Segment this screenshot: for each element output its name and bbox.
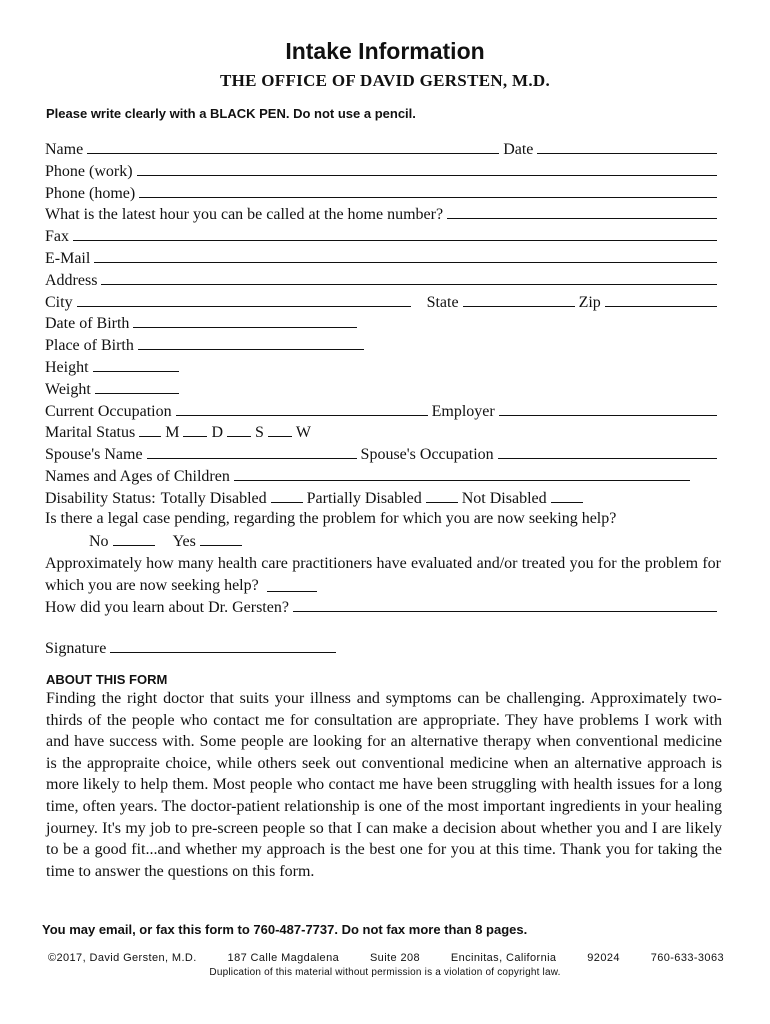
address-row bbox=[45, 270, 717, 292]
weight-line[interactable] bbox=[95, 379, 179, 394]
spouse-name-label: Spouse's Name bbox=[45, 446, 143, 464]
disability-label: Disability Status: bbox=[45, 489, 156, 507]
employer-line[interactable] bbox=[499, 401, 717, 416]
height-label: Height bbox=[45, 358, 89, 376]
partially-disabled-line[interactable] bbox=[426, 488, 458, 503]
height-line[interactable] bbox=[93, 357, 179, 372]
street-address: 187 Calle Magdalena bbox=[227, 952, 340, 964]
legal-case-label: Is there a legal case pending, regarding the problem for which you are now seeking help? bbox=[45, 509, 617, 527]
intake-fields bbox=[45, 139, 721, 619]
latest-hour-row bbox=[45, 204, 717, 226]
name-row bbox=[45, 139, 717, 161]
about-text: Finding the right doctor that suits your illness and symptoms can be challenging. Approximately two-thirds of the people who contact me for consultation are appropriate. They have problems I work with and have success with. Some people are looking for an alternative therapy when conventional medicine is the appropraite choice, while others seek out conventional medicine when an alternative approach is more likely to help them. Most people who contact me have been struggling with health issues for a long time, often years. The doctor-patient relationship is one of the most important ingredients in your healing journey. It's my job to pre-screen people so that I can make a decision about whether you and I are likely to be a good fit...and whether my approach is the best one for you at this time. Thank you for taking the time to answer the questions on this form. bbox=[46, 690, 722, 880]
not-disabled-label: Not Disabled bbox=[461, 489, 547, 507]
spouse-occupation-label: Spouse's Occupation bbox=[360, 446, 494, 464]
phone-home-line[interactable] bbox=[139, 183, 717, 198]
state-line[interactable] bbox=[463, 292, 575, 307]
spouse-row bbox=[45, 444, 717, 466]
phone-home-row bbox=[45, 183, 717, 205]
not-disabled-line[interactable] bbox=[551, 488, 583, 503]
legal-no-line[interactable] bbox=[113, 531, 155, 546]
legal-case-row bbox=[45, 510, 717, 532]
email-fax-note: You may email, or fax this form to 760-487-7737. Do not fax more than 8 pages. bbox=[42, 922, 528, 937]
partially-disabled-label: Partially Disabled bbox=[306, 489, 422, 507]
spouse-occupation-line[interactable] bbox=[498, 444, 717, 459]
spouse-name-line[interactable] bbox=[147, 444, 357, 459]
state-label: State bbox=[426, 293, 459, 311]
name-label: Name bbox=[45, 141, 84, 158]
signature-row bbox=[45, 638, 340, 658]
dob-label: Date of Birth bbox=[45, 315, 130, 333]
children-label: Names and Ages of Children bbox=[45, 467, 230, 485]
marital-s-label: S bbox=[255, 424, 264, 442]
date-line[interactable] bbox=[537, 139, 717, 154]
office-phone: 760-633-3063 bbox=[650, 952, 724, 964]
marital-d-line[interactable] bbox=[183, 422, 207, 437]
marital-row bbox=[45, 422, 717, 444]
signature-label: Signature bbox=[45, 640, 107, 657]
totally-disabled-label: Totally Disabled bbox=[160, 489, 267, 507]
date-label: Date bbox=[503, 141, 534, 158]
learn-row bbox=[45, 597, 717, 619]
children-row bbox=[45, 466, 717, 488]
fax-row bbox=[45, 226, 717, 248]
city-line[interactable] bbox=[77, 292, 411, 307]
employer-label: Employer bbox=[431, 402, 495, 420]
weight-row bbox=[45, 379, 717, 401]
pob-label: Place of Birth bbox=[45, 337, 134, 355]
address-line[interactable] bbox=[101, 270, 717, 285]
height-row bbox=[45, 357, 717, 379]
address-label: Address bbox=[45, 271, 98, 289]
pob-line[interactable] bbox=[138, 335, 364, 350]
phone-work-row bbox=[45, 161, 717, 183]
practitioners-question bbox=[45, 553, 721, 597]
latest-hour-line[interactable] bbox=[447, 204, 717, 219]
city-row bbox=[45, 292, 717, 314]
marital-d-label: D bbox=[211, 424, 224, 442]
phone-work-label: Phone (work) bbox=[45, 162, 133, 180]
totally-disabled-line[interactable] bbox=[271, 488, 303, 503]
practitioners-line[interactable] bbox=[267, 577, 317, 592]
marital-m-line[interactable] bbox=[139, 422, 161, 437]
disability-row bbox=[45, 488, 717, 510]
weight-label: Weight bbox=[45, 380, 91, 398]
dob-line[interactable] bbox=[133, 313, 357, 328]
occupation-row bbox=[45, 401, 717, 423]
phone-home-label: Phone (home) bbox=[45, 184, 136, 202]
occupation-line[interactable] bbox=[176, 401, 428, 416]
marital-m-label: M bbox=[165, 424, 180, 442]
marital-s-line[interactable] bbox=[227, 422, 251, 437]
postal-code: 92024 bbox=[587, 952, 620, 964]
dob-row bbox=[45, 313, 717, 335]
marital-label: Marital Status bbox=[45, 424, 136, 442]
name-line[interactable] bbox=[87, 139, 499, 154]
suite: Suite 208 bbox=[369, 952, 421, 964]
office-name: THE OFFICE OF DAVID GERSTEN, M.D. bbox=[219, 71, 551, 90]
city-label: City bbox=[45, 293, 73, 311]
pob-row bbox=[45, 335, 717, 357]
about-heading: ABOUT THIS FORM bbox=[46, 672, 168, 687]
latest-hour-label: What is the latest hour you can be called at the home number? bbox=[45, 206, 444, 224]
fax-label: Fax bbox=[45, 228, 69, 246]
pen-instruction: Please write clearly with a BLACK PEN. Do not use a pencil. bbox=[46, 106, 416, 121]
legal-yes-line[interactable] bbox=[200, 531, 242, 546]
copyright-notice: Duplication of this material without permission is a violation of copyright law. bbox=[209, 967, 561, 978]
city-state: Encinitas, California bbox=[450, 952, 557, 964]
email-line[interactable] bbox=[94, 248, 717, 263]
email-row bbox=[45, 248, 717, 270]
email-label: E-Mail bbox=[45, 249, 91, 267]
signature-line[interactable] bbox=[110, 638, 336, 653]
zip-label: Zip bbox=[578, 293, 601, 311]
legal-no-label: No bbox=[89, 533, 109, 551]
marital-w-label: W bbox=[295, 424, 312, 442]
zip-line[interactable] bbox=[605, 292, 717, 307]
marital-w-line[interactable] bbox=[268, 422, 292, 437]
learn-line[interactable] bbox=[293, 597, 717, 612]
fax-line[interactable] bbox=[73, 226, 717, 241]
legal-answer-row bbox=[45, 531, 717, 553]
occupation-label: Current Occupation bbox=[45, 402, 172, 420]
copyright: ©2017, David Gersten, M.D. bbox=[48, 952, 197, 964]
learn-label: How did you learn about Dr. Gersten? bbox=[45, 598, 289, 616]
legal-yes-label: Yes bbox=[172, 533, 196, 551]
children-line[interactable] bbox=[234, 466, 690, 481]
practitioners-label: Approximately how many health care practitioners have evaluated and/or treated you for the problem for which you are now seeking help? bbox=[45, 555, 721, 594]
form-title: Intake Information bbox=[285, 38, 485, 64]
footer-contact bbox=[48, 952, 724, 964]
phone-work-line[interactable] bbox=[137, 161, 717, 176]
